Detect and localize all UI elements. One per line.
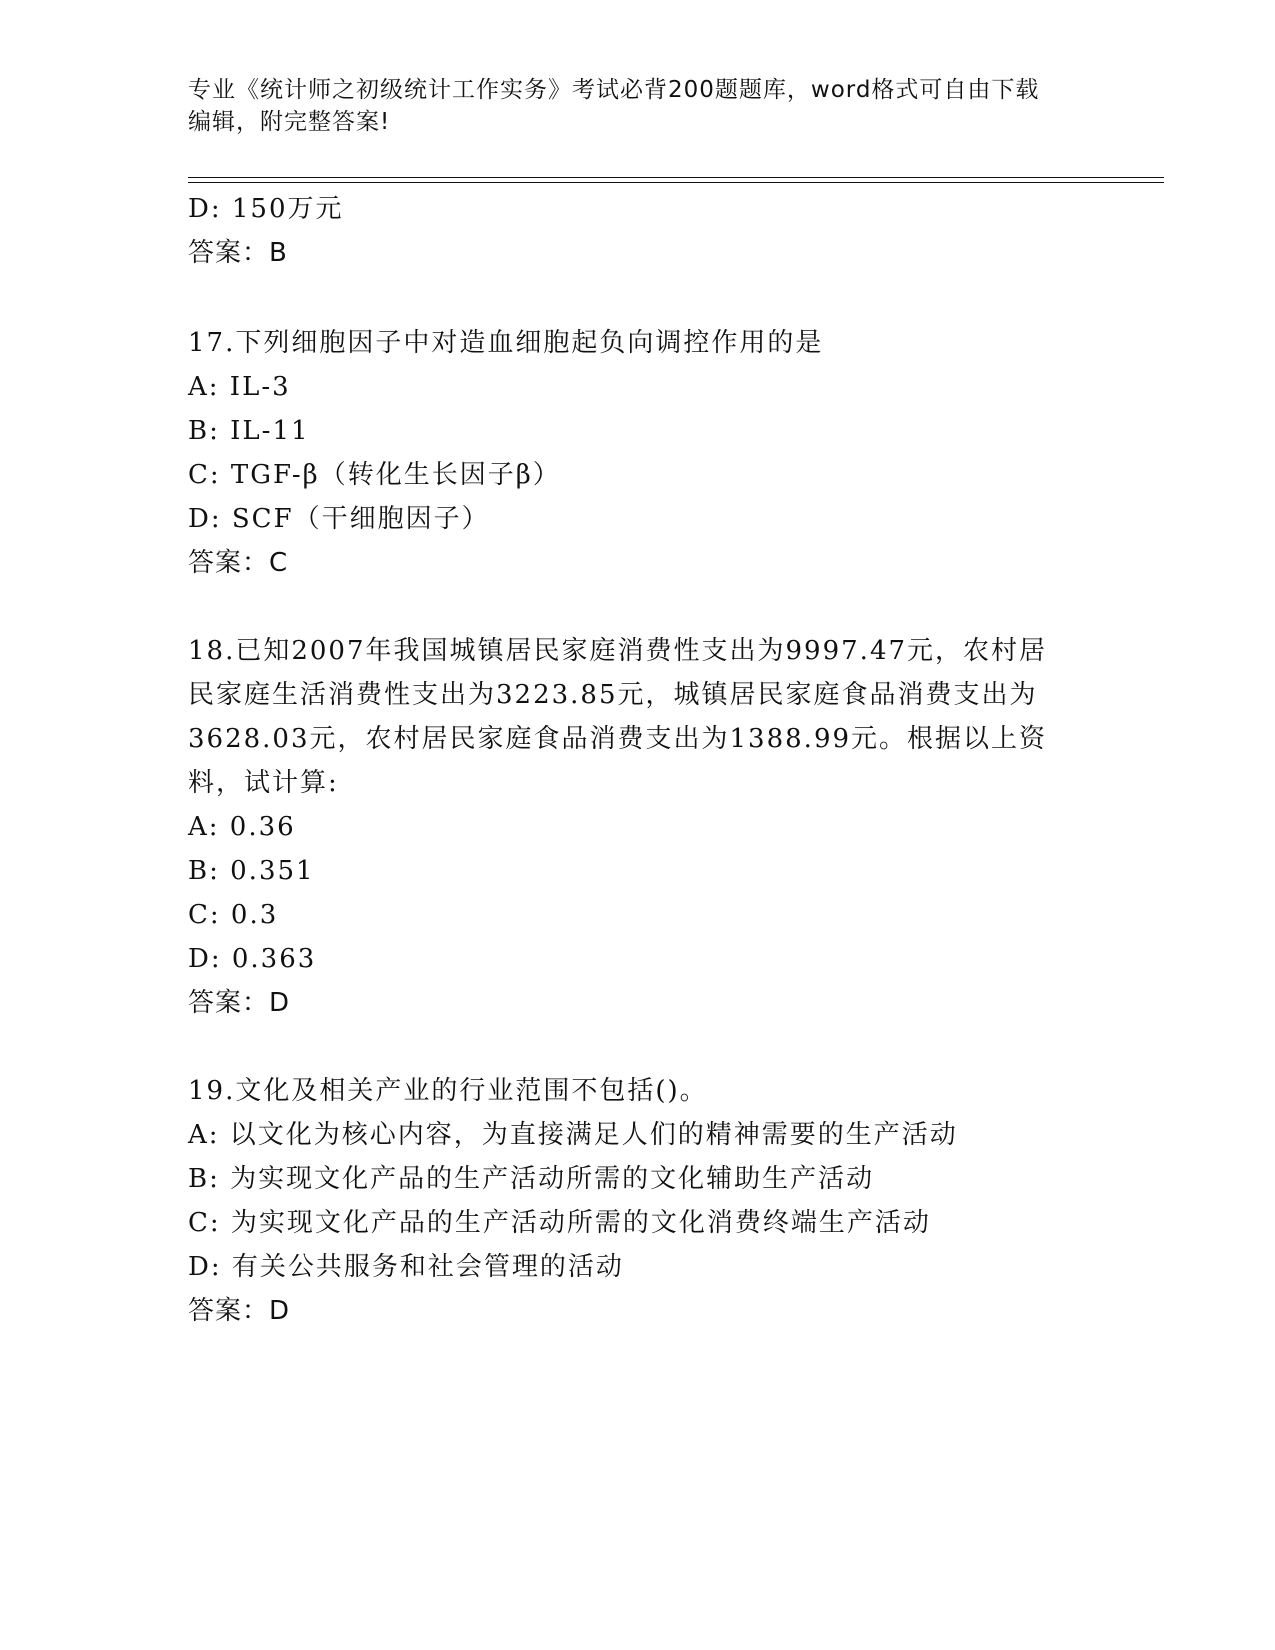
- q16-option-d: D: 150万元: [188, 194, 344, 224]
- header-rule-top: [188, 177, 1164, 178]
- q17-option-c: C: TGF-β（转化生长因子β）: [188, 460, 561, 490]
- q18-option-a: A: 0.36: [188, 812, 296, 842]
- header-line-1: 专业《统计师之初级统计工作实务》考试必背200题题库，word格式可自由下载: [188, 77, 1040, 103]
- q18-answer: 答案：D: [188, 988, 291, 1018]
- q17-option-a: A: IL-3: [188, 372, 291, 402]
- q19-option-d: D: 有关公共服务和社会管理的活动: [188, 1252, 624, 1282]
- q18-option-b: B: 0.351: [188, 856, 315, 886]
- q18-stem-line-3: 3628.03元，农村居民家庭食品消费支出为1388.99元。根据以上资: [188, 724, 1048, 754]
- q17-option-b: B: IL-11: [188, 416, 310, 446]
- q17-stem: 17.下列细胞因子中对造血细胞起负向调控作用的是: [188, 328, 824, 358]
- q18-stem-line-2: 民家庭生活消费性支出为3223.85元，城镇居民家庭食品消费支出为: [188, 680, 1038, 710]
- q18-option-c: C: 0.3: [188, 900, 279, 930]
- header-line-2: 编辑，附完整答案!: [188, 109, 391, 135]
- q18-stem-line-4: 料，试计算:: [188, 768, 339, 798]
- q17-option-d: D: SCF（干细胞因子）: [188, 504, 490, 534]
- header-rule-bottom: [188, 182, 1164, 183]
- q17-answer: 答案：C: [188, 548, 289, 578]
- q19-option-c: C: 为实现文化产品的生产活动所需的文化消费终端生产活动: [188, 1208, 931, 1238]
- q16-answer: 答案：B: [188, 238, 288, 268]
- q19-stem: 19.文化及相关产业的行业范围不包括()。: [188, 1076, 708, 1106]
- q19-answer: 答案：D: [188, 1296, 291, 1326]
- q19-option-a: A: 以文化为核心内容，为直接满足人们的精神需要的生产活动: [188, 1120, 958, 1150]
- document-header: [188, 74, 1068, 138]
- q18-option-d: D: 0.363: [188, 944, 317, 974]
- q18-stem-line-1: 18.已知2007年我国城镇居民家庭消费性支出为9997.47元，农村居: [188, 636, 1048, 666]
- q19-option-b: B: 为实现文化产品的生产活动所需的文化辅助生产活动: [188, 1164, 875, 1194]
